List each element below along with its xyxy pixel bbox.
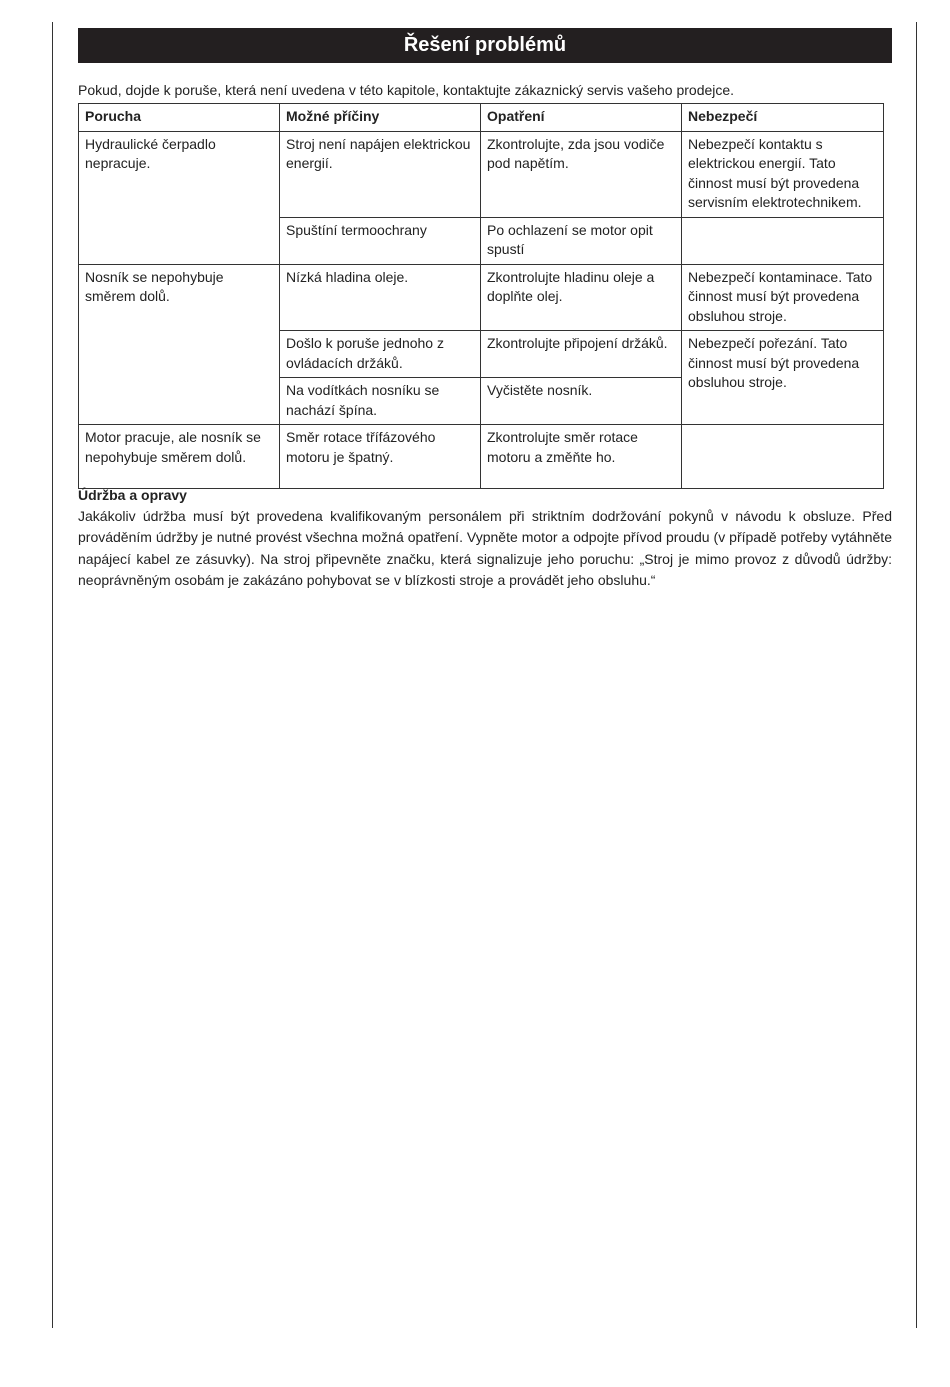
fault-cell: Nosník se nepohybuje směrem dolů. <box>79 264 280 425</box>
action-cell: Zkontrolujte směr rotace motoru a změňte ho. <box>481 425 682 489</box>
page-margin-line-left <box>52 22 53 1328</box>
header-actions: Opatření <box>481 104 682 132</box>
fault-cell: Hydraulické čerpadlo nepracuje. <box>79 131 280 264</box>
action-cell: Zkontrolujte hladinu oleje a doplňte olej. <box>481 264 682 331</box>
action-cell: Po ochlazení se motor opit spustí <box>481 217 682 264</box>
cause-cell: Spuštíní termoochrany <box>280 217 481 264</box>
cause-cell: Na vodítkách nosníku se nachází špína. <box>280 378 481 425</box>
danger-cell <box>682 425 884 489</box>
danger-cell: Nebezpečí kontaminace. Tato činnost musí být provedena obsluhou stroje. <box>682 264 884 331</box>
troubleshooting-table <box>78 103 884 489</box>
danger-cell: Nebezpečí pořezání. Tato činnost musí být provedena obsluhou stroje. <box>682 331 884 425</box>
cause-cell: Došlo k poruše jednoho z ovládacích držáků. <box>280 331 481 378</box>
danger-cell <box>682 217 884 264</box>
table-header-row <box>79 104 884 132</box>
page-title: Řešení problémů <box>78 28 892 63</box>
table-row <box>79 264 884 331</box>
header-causes: Možné příčiny <box>280 104 481 132</box>
page-margin-line-right <box>916 22 917 1328</box>
header-fault: Porucha <box>79 104 280 132</box>
action-cell: Zkontrolujte připojení držáků. <box>481 331 682 378</box>
table-row <box>79 131 884 217</box>
table-row <box>79 425 884 489</box>
cause-cell: Směr rotace třífázového motoru je špatný. <box>280 425 481 489</box>
intro-text: Pokud, dojde k poruše, která není uvedena v této kapitole, kontaktujte zákaznický servis vašeho prodejce. <box>78 82 735 98</box>
action-cell: Zkontrolujte, zda jsou vodiče pod napětím. <box>481 131 682 217</box>
cause-cell: Nízká hladina oleje. <box>280 264 481 331</box>
danger-cell: Nebezpečí kontaktu s elektrickou energií. Tato činnost musí být provedena servisním elektrotechnikem. <box>682 131 884 217</box>
cause-cell: Stroj není napájen elektrickou energií. <box>280 131 481 217</box>
header-danger: Nebezpečí <box>682 104 884 132</box>
action-cell: Vyčistěte nosník. <box>481 378 682 425</box>
maintenance-heading: Údržba a opravy <box>78 487 187 503</box>
maintenance-paragraph: Jakákoliv údržba musí být provedena kvalifikovaným personálem při striktním dodržování pokynů v návodu k obsluze. Před prováděním údržby je nutné provést všechna možná opatření. Vypněte motor a odpojte přívod proudu (v případě potřeby vytáhněte napájecí kabel ze zásuvky). Na stroj připevněte značku, která signalizuje jeho poruchu: „Stroj je mimo provoz z důvodů údržby: neoprávněným osobám je zakázáno pohybovat se v blízkosti stroje a provádět jeho obsluhu.“ <box>78 508 892 588</box>
fault-cell: Motor pracuje, ale nosník se nepohybuje směrem dolů. <box>79 425 280 489</box>
